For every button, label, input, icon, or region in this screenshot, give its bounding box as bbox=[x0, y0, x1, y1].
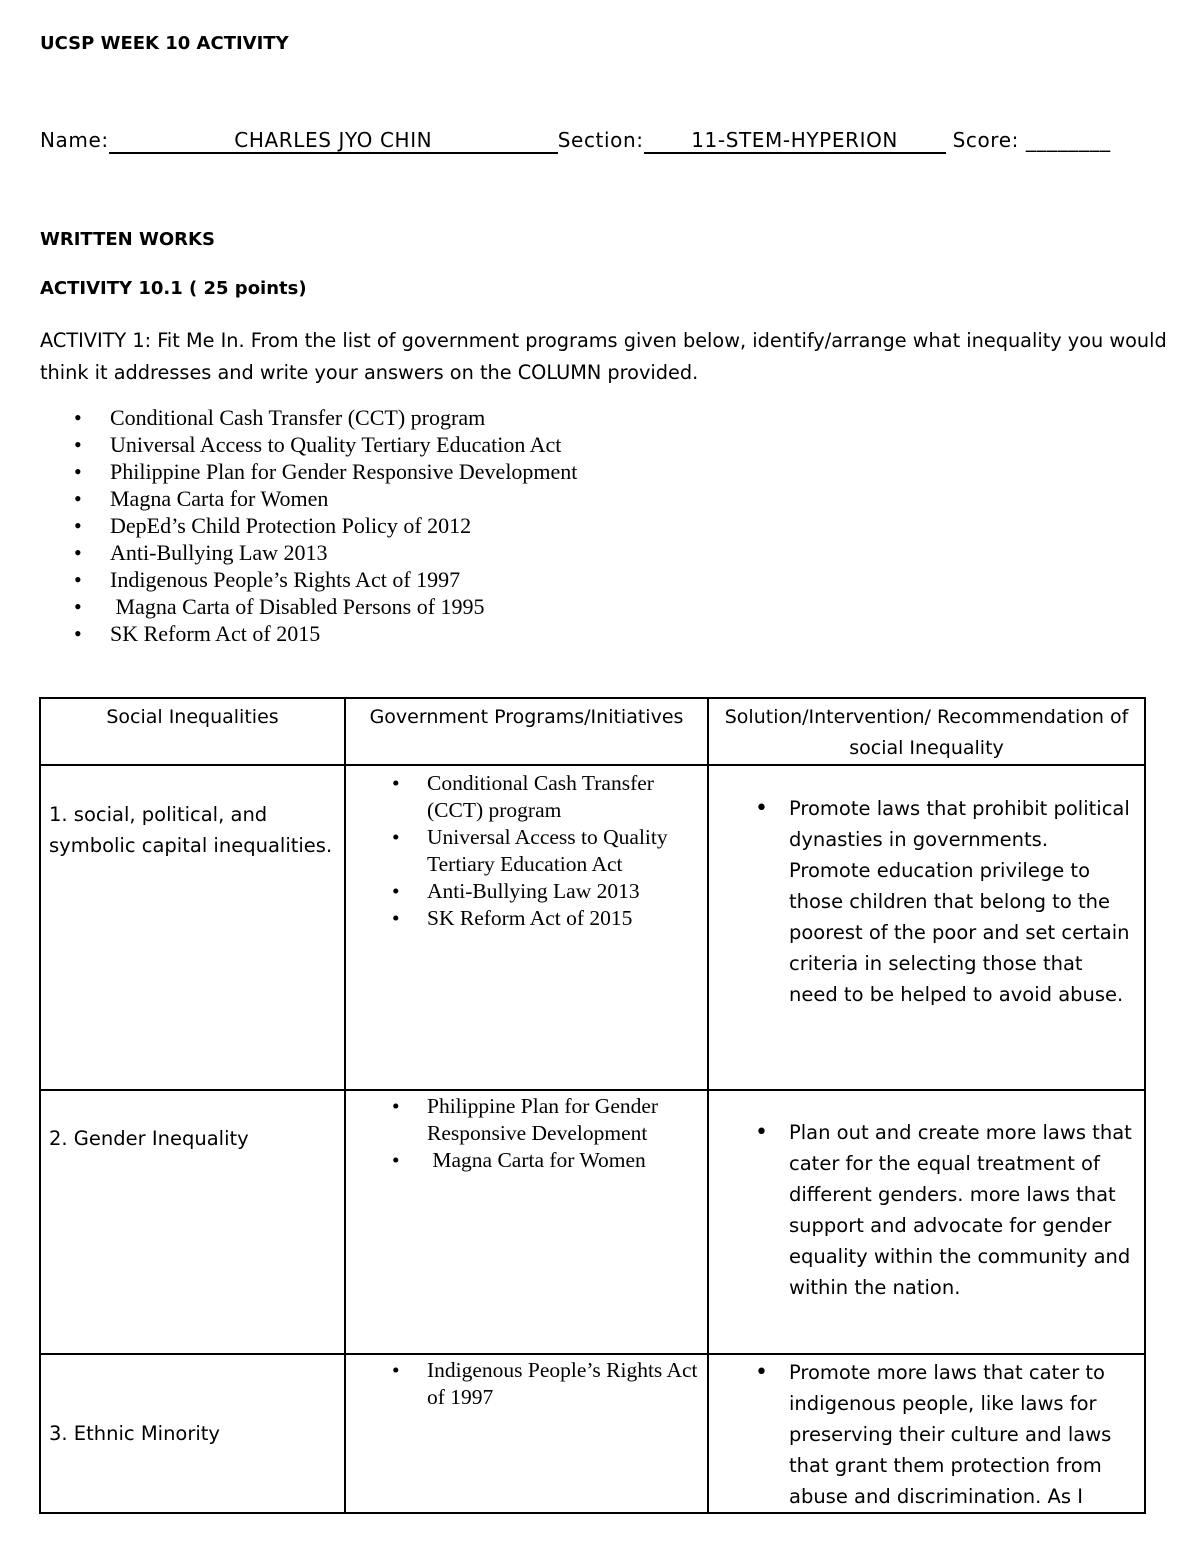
list-item: • Indigenous People’s Rights Act of 1997 bbox=[74, 567, 461, 592]
list-item: • Conditional Cash Transfer (CCT) program bbox=[74, 405, 486, 430]
bullet-icon: • bbox=[74, 567, 82, 592]
solution-cell bbox=[708, 1354, 1145, 1513]
inequality-table bbox=[39, 697, 1146, 1514]
list-item: • Magna Carta for Women bbox=[392, 1148, 646, 1172]
bullet-icon: • bbox=[392, 906, 400, 930]
list-item: • Philippine Plan for Gender Responsive Development bbox=[392, 1094, 659, 1145]
program-list bbox=[40, 404, 577, 647]
solution-cell bbox=[708, 765, 1145, 1090]
table-row bbox=[40, 765, 1145, 1090]
bullet-icon: • bbox=[392, 771, 400, 795]
bullet-icon: • bbox=[392, 1358, 400, 1382]
section-label: Section: bbox=[557, 128, 644, 152]
list-item: • Universal Access to Quality Tertiary Education Act bbox=[74, 432, 562, 457]
list-item: • SK Reform Act of 2015 bbox=[392, 906, 633, 930]
bullet-icon: • bbox=[392, 825, 400, 849]
bullet-icon: • bbox=[755, 796, 768, 821]
bullet-icon: • bbox=[755, 1120, 768, 1145]
list-item: • DepEd’s Child Protection Policy of 2012 bbox=[74, 513, 472, 538]
bullet-icon: • bbox=[74, 594, 82, 619]
solution-cell bbox=[708, 1090, 1145, 1354]
bullet-icon: • bbox=[74, 459, 82, 484]
name-label: Name: bbox=[40, 128, 109, 152]
list-item: • Universal Access to Quality Tertiary Education Act bbox=[392, 825, 668, 876]
column-header: Solution/Intervention/ Recommendation of social Inequality bbox=[708, 698, 1145, 765]
table-row bbox=[40, 1090, 1145, 1354]
programs-cell bbox=[345, 1090, 708, 1354]
list-item: • Anti-Bullying Law 2013 bbox=[392, 879, 640, 903]
list-item: • Conditional Cash Transfer (CCT) program bbox=[392, 771, 654, 822]
inequality-cell: 3. Ethnic Minority bbox=[40, 1354, 345, 1513]
list-item: • Promote laws that prohibit political dynasties in governments. Promote education privilege to those children that belong to the poorest of the poor and set certain criteria in selecting those that need to be helped to avoid abuse. bbox=[709, 793, 1144, 1010]
instructions: ACTIVITY 1: Fit Me In. From the list of government programs given below, identify/arrange what inequality you would think it addresses and write your answers on the COLUMN provided. bbox=[40, 329, 1167, 384]
section-heading: WRITTEN WORKS bbox=[40, 229, 215, 250]
bullet-icon: • bbox=[392, 1148, 400, 1172]
student-info-line bbox=[40, 128, 1111, 154]
inequality-cell: 2. Gender Inequality bbox=[40, 1090, 345, 1354]
bullet-icon: • bbox=[74, 540, 82, 565]
table-row bbox=[40, 1354, 1145, 1513]
table-header-row bbox=[40, 698, 1145, 765]
column-header: Government Programs/Initiatives bbox=[345, 698, 708, 765]
list-item: • Anti-Bullying Law 2013 bbox=[74, 540, 328, 565]
section-value: 11-STEM-HYPERION bbox=[644, 128, 946, 154]
list-item: • Magna Carta of Disabled Persons of 1995 bbox=[74, 594, 485, 619]
programs-cell bbox=[345, 765, 708, 1090]
list-item: • Indigenous People’s Rights Act of 1997 bbox=[392, 1358, 698, 1409]
score-label: Score: ________ bbox=[952, 128, 1111, 152]
bullet-icon: • bbox=[74, 621, 82, 646]
column-header: Social Inequalities bbox=[40, 698, 345, 765]
list-item: • SK Reform Act of 2015 bbox=[74, 621, 321, 646]
bullet-icon: • bbox=[74, 513, 82, 538]
list-item: • Promote more laws that cater to indigenous people, like laws for preserving their culture and laws that grant them protection from abuse and discrimination. As I bbox=[709, 1357, 1144, 1512]
bullet-icon: • bbox=[74, 405, 82, 430]
bullet-icon: • bbox=[755, 1360, 768, 1385]
name-value: CHARLES JYO CHIN bbox=[109, 128, 558, 154]
bullet-icon: • bbox=[74, 486, 82, 511]
inequality-cell: 1. social, political, and symbolic capital inequalities. bbox=[40, 765, 345, 1090]
bullet-icon: • bbox=[392, 1094, 400, 1118]
list-item: • Philippine Plan for Gender Responsive Development bbox=[74, 459, 578, 484]
bullet-icon: • bbox=[74, 432, 82, 457]
list-item: • Magna Carta for Women bbox=[74, 486, 329, 511]
list-item: • Plan out and create more laws that cater for the equal treatment of different genders. more laws that support and advocate for gender equality within the community and within the nation. bbox=[709, 1117, 1144, 1303]
activity-title: ACTIVITY 10.1 ( 25 points) bbox=[40, 278, 307, 299]
bullet-icon: • bbox=[392, 879, 400, 903]
page-title: UCSP WEEK 10 ACTIVITY bbox=[40, 33, 289, 54]
programs-cell bbox=[345, 1354, 708, 1513]
